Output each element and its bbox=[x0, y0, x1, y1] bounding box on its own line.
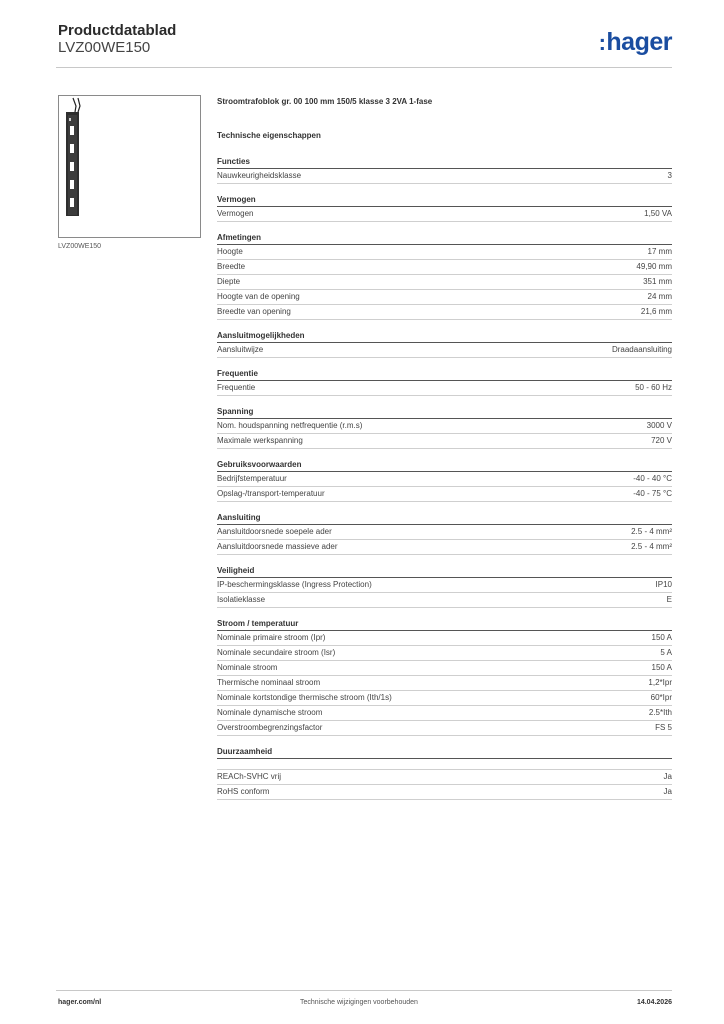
spec-group bbox=[217, 232, 672, 320]
spec-row bbox=[217, 540, 672, 555]
spec-row bbox=[217, 785, 672, 800]
spec-label: Breedte bbox=[217, 262, 246, 271]
spec-value: 150 A bbox=[651, 633, 672, 642]
spec-group bbox=[217, 330, 672, 358]
spec-label: Diepte bbox=[217, 277, 241, 286]
spec-label: Vermogen bbox=[217, 209, 254, 218]
spec-group bbox=[217, 746, 672, 770]
spec-group-title: Veiligheid bbox=[217, 565, 672, 578]
product-code: LVZ00WE150 bbox=[58, 39, 151, 56]
spec-label: Aansluitdoorsnede soepele ader bbox=[217, 527, 332, 536]
spec-row bbox=[217, 525, 672, 540]
spec-label: Hoogte bbox=[217, 247, 243, 256]
section-title: Technische eigenschappen bbox=[217, 131, 321, 140]
spec-value: 49,90 mm bbox=[636, 262, 672, 271]
spec-value: 2.5 - 4 mm² bbox=[631, 527, 672, 536]
spec-value: Draadaansluiting bbox=[611, 345, 672, 354]
spec-row bbox=[217, 207, 672, 222]
spec-group-title: Duurzaamheid bbox=[217, 746, 672, 759]
spec-row bbox=[217, 487, 672, 502]
spec-group bbox=[217, 156, 672, 184]
spec-label: RoHS conform bbox=[217, 787, 270, 796]
spec-value: 50 - 60 Hz bbox=[635, 383, 672, 392]
spec-label: Aansluitdoorsnede massieve ader bbox=[217, 542, 338, 551]
spec-row bbox=[217, 578, 672, 593]
spec-group bbox=[217, 512, 672, 555]
spec-label: Maximale werkspanning bbox=[217, 436, 303, 445]
spec-row bbox=[217, 260, 672, 275]
spec-value: 1,2*Ipr bbox=[648, 678, 672, 687]
spec-value: 21,6 mm bbox=[640, 307, 672, 316]
spec-value: Ja bbox=[663, 772, 672, 781]
spec-group-title: Frequentie bbox=[217, 368, 672, 381]
spec-value: 351 mm bbox=[643, 277, 672, 286]
spec-label: Hoogte van de opening bbox=[217, 292, 300, 301]
spec-value: 5 A bbox=[660, 648, 672, 657]
spec-label: Bedrijfstemperatuur bbox=[217, 474, 287, 483]
spec-label: Nominale primaire stroom (Ipr) bbox=[217, 633, 326, 642]
logo-text: hager bbox=[606, 28, 672, 56]
spec-value: 60*Ipr bbox=[650, 693, 672, 702]
footer-divider bbox=[56, 990, 672, 991]
spec-label: Nom. houdspanning netfrequentie (r.m.s) bbox=[217, 421, 363, 430]
spec-label: Frequentie bbox=[217, 383, 256, 392]
spec-label: Nominale secundaire stroom (Isr) bbox=[217, 648, 336, 657]
spec-row bbox=[217, 275, 672, 290]
spec-label: Aansluitwijze bbox=[217, 345, 264, 354]
spec-label: Thermische nominaal stroom bbox=[217, 678, 321, 687]
spec-group-title: Aansluiting bbox=[217, 512, 672, 525]
spec-group-title: Afmetingen bbox=[217, 232, 672, 245]
spec-value: 150 A bbox=[651, 663, 672, 672]
spec-row bbox=[217, 661, 672, 676]
footer-date: 14.04.2026 bbox=[636, 999, 672, 1006]
spec-label: IP-beschermingsklasse (Ingress Protection) bbox=[217, 580, 372, 589]
spec-value: 3 bbox=[667, 171, 672, 180]
spec-group-title: Spanning bbox=[217, 406, 672, 419]
spec-row bbox=[217, 721, 672, 736]
spec-label: Isolatieklasse bbox=[217, 595, 266, 604]
spec-row bbox=[217, 593, 672, 608]
spec-group-title: Functies bbox=[217, 156, 672, 169]
spec-group bbox=[217, 618, 672, 736]
spec-value: 2.5 - 4 mm² bbox=[631, 542, 672, 551]
spec-label: Nominale dynamische stroom bbox=[217, 708, 323, 717]
spec-row bbox=[217, 631, 672, 646]
product-description: Stroomtrafoblok gr. 00 100 mm 150/5 klasse 3 2VA 1-fase bbox=[217, 97, 433, 106]
spec-row bbox=[217, 691, 672, 706]
image-caption: LVZ00WE150 bbox=[58, 243, 102, 250]
spec-group bbox=[217, 194, 672, 222]
spec-row bbox=[217, 676, 672, 691]
spec-row bbox=[217, 419, 672, 434]
spec-value: IP10 bbox=[655, 580, 672, 589]
spec-value: FS 5 bbox=[655, 723, 672, 732]
spec-row bbox=[217, 245, 672, 260]
spec-value: -40 - 75 °C bbox=[633, 489, 672, 498]
spec-value: 720 V bbox=[651, 436, 672, 445]
spec-value: 24 mm bbox=[647, 292, 672, 301]
spec-row bbox=[217, 770, 672, 785]
spec-label: Nominale kortstondige thermische stroom (Ith/1s) bbox=[217, 693, 392, 702]
document-title: Productdatablad bbox=[58, 22, 177, 39]
product-image bbox=[58, 95, 201, 238]
spec-row bbox=[217, 290, 672, 305]
spec-label: Opslag-/transport-temperatuur bbox=[217, 489, 325, 498]
spec-group bbox=[217, 459, 672, 502]
spec-row bbox=[217, 343, 672, 358]
specs-table bbox=[217, 156, 672, 810]
spec-row bbox=[217, 472, 672, 487]
spec-group-title: Vermogen bbox=[217, 194, 672, 207]
spec-value: -40 - 40 °C bbox=[633, 474, 672, 483]
spec-group bbox=[217, 565, 672, 608]
spec-label: REACh-SVHC vrij bbox=[217, 772, 282, 781]
spec-row bbox=[217, 381, 672, 396]
spec-group-title: Gebruiksvoorwaarden bbox=[217, 459, 672, 472]
spec-value: 2.5*Ith bbox=[648, 708, 672, 717]
spec-group-title: Aansluitmogelijkheden bbox=[217, 330, 672, 343]
current-transformer-icon bbox=[59, 96, 200, 237]
spec-value: 3000 V bbox=[646, 421, 672, 430]
spec-label: Nauwkeurigheidsklasse bbox=[217, 171, 302, 180]
spec-value: 17 mm bbox=[647, 247, 672, 256]
footer-notice: Technische wijzigingen voorbehouden bbox=[300, 999, 418, 1006]
spec-row bbox=[217, 434, 672, 449]
spec-group bbox=[217, 770, 672, 800]
spec-row bbox=[217, 706, 672, 721]
spec-row bbox=[217, 646, 672, 661]
footer-website: hager.com/nl bbox=[58, 999, 102, 1006]
spec-value: E bbox=[666, 595, 672, 604]
spec-group-spacer bbox=[217, 759, 672, 770]
spec-group-title: Stroom / temperatuur bbox=[217, 618, 672, 631]
header-divider bbox=[56, 67, 672, 68]
spec-row bbox=[217, 169, 672, 184]
spec-value: Ja bbox=[663, 787, 672, 796]
spec-label: Nominale stroom bbox=[217, 663, 278, 672]
spec-label: Overstroombegrenzingsfactor bbox=[217, 723, 323, 732]
spec-group bbox=[217, 368, 672, 396]
spec-label: Breedte van opening bbox=[217, 307, 291, 316]
spec-group bbox=[217, 406, 672, 449]
hager-logo: :hager bbox=[598, 28, 672, 56]
spec-row bbox=[217, 305, 672, 320]
spec-value: 1,50 VA bbox=[644, 209, 672, 218]
